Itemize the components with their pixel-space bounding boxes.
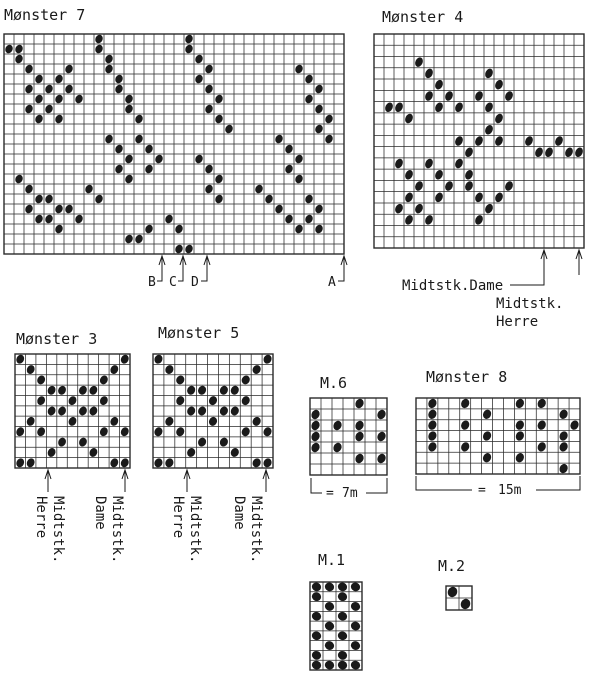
monster8-frame [416, 398, 580, 474]
title-monster7: Mønster 7 [4, 6, 86, 24]
m5-marker-midtstk-dame-2: Dame [231, 496, 247, 530]
title-monster8: Mønster 8 [426, 368, 508, 386]
marker-group-monster3 [45, 470, 128, 492]
title-m1: M.1 [318, 551, 346, 569]
m3-marker-midtstk-dame-2: Dame [92, 496, 108, 530]
marker-group-monster5 [184, 470, 269, 492]
title-monster4: Mønster 4 [382, 8, 464, 26]
marker-group-monster4 [510, 250, 582, 285]
m3-marker-midtstk-herre-2: Herre [33, 496, 49, 539]
title-m2: M.2 [438, 557, 466, 575]
chart-monster7-grid [4, 33, 344, 254]
m3-marker-midtstk-dame-1: Midtstk. [109, 496, 125, 564]
chart-monster3-grid [15, 353, 130, 468]
marker-midtstk-herre-line2: Herre [496, 314, 539, 330]
m6-width-label: 7m [342, 486, 358, 501]
m6-frame [310, 398, 387, 475]
marker-b: B [148, 275, 156, 290]
chart-m6-grid [310, 397, 387, 475]
marker-a: A [328, 275, 336, 290]
marker-midtstk-dame: Midtstk.Dame [402, 278, 504, 294]
m8-width-eq: = [478, 483, 486, 498]
chart-monster5-grid [153, 353, 273, 468]
marker-group-monster7 [157, 256, 347, 281]
marker-c: C [169, 275, 177, 290]
chart-m1-grid [310, 581, 362, 671]
marker-d: D [191, 275, 199, 290]
title-monster3: Mønster 3 [16, 330, 98, 348]
m5-marker-midtstk-dame-1: Midtstk. [248, 496, 264, 564]
m5-marker-midtstk-herre-1: Midtstk. [187, 496, 203, 564]
chart-monster8-grid [416, 397, 580, 474]
chart-monster4-grid [374, 34, 584, 248]
title-m6: M.6 [320, 374, 348, 392]
m6-width-eq: = [326, 486, 334, 501]
m8-width-label: 15m [498, 483, 522, 498]
chart-m2-grid [446, 585, 472, 611]
marker-midtstk-herre-line1: Midtstk. [496, 296, 564, 312]
title-monster5: Mønster 5 [158, 324, 240, 342]
m5-marker-midtstk-herre-2: Herre [170, 496, 186, 539]
m3-marker-midtstk-herre-1: Midtstk. [50, 496, 66, 564]
